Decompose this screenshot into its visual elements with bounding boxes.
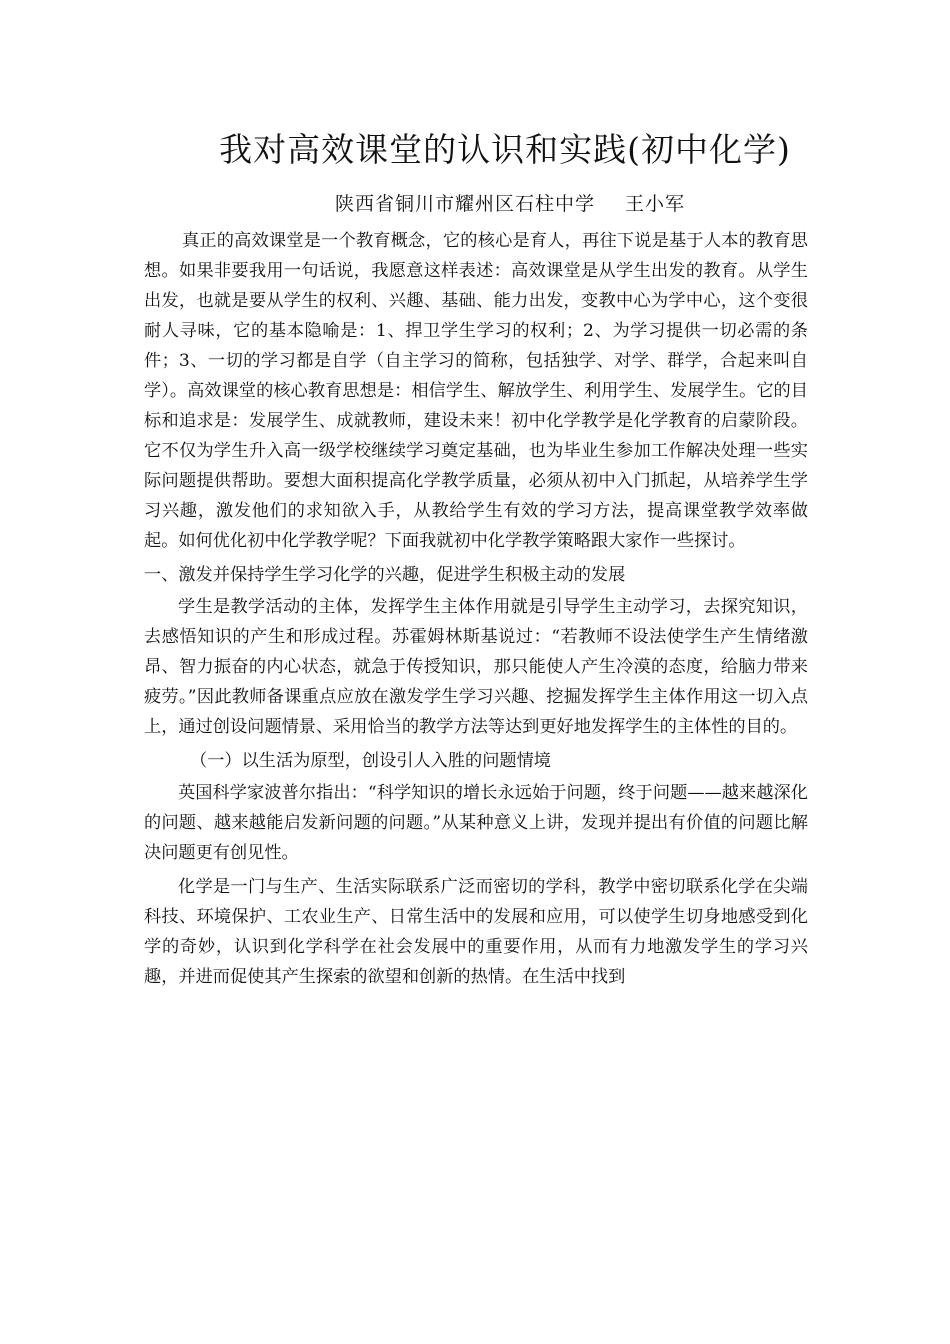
paragraph-intro: 真正的高效课堂是一个教育概念，它的核心是育人，再往下说是基于人本的教育思想。如果非要我用一句话说，我愿意这样表述：高效课堂是从学生出发的教育。从学生出发，也就是要从学生的权利、兴趣、基础、能力出发，变教中心为学中心，这个变很耐人寻味，它的基本隐喻是：1、捍卫学生学习的权利；2、为学习提供一切必需的条件；3、一切的学习都是自学（自主学习的简称，包括独学、对学、群学，合起来叫自学）。高效课堂的核心教育思想是：相信学生、解放学生、利用学生、发展学生。它的目标和追求是：发展学生、成就教师，建设未来！初中化学教学是化学教育的启蒙阶段。它不仅为学生升入高一级学校继续学习奠定基础，也为毕业生参加工作解决处理一些实际问题提供帮助。要想大面积提高化学教学质量，必须从初中入门抓起，从培养学生学习兴趣，激发他们的求知欲入手，从教给学生有效的学习方法，提高课堂教学效率做起。如何优化初中化学教学呢？下面我就初中化学教学策略跟大家作一些探讨。 <box>144 231 808 551</box>
document-title: 我对高效课堂的认识和实践(初中化学) <box>219 130 791 169</box>
document-body <box>144 226 808 994</box>
author-school: 陕西省铜川市耀州区石柱中学 <box>334 193 595 215</box>
author-line <box>0 189 950 219</box>
paragraph-popper-quote: 英国科学家波普尔指出：“科学知识的增长永远始于问题，终于问题——越来越深化的问题、越来越能启发新问题的问题。”从某种意义上讲，发现并提出有价值的问题比解决问题更有创见性。 <box>144 783 808 863</box>
paragraph-student-subject: 学生是教学活动的主体，发挥学生主体作用就是引导学生主动学习，去探究知识，去感悟知识的产生和形成过程。苏霍姆林斯基说过：“若教师不设法使学生产生情绪激昂、智力振奋的内心状态，就急于传授知识，那只能使人产生冷漠的态度，给脑力带来疲劳。”因此教师备课重点应放在激发学生学习兴趣、挖掘发挥学生主体作用这一切入点上，通过创设问题情景、采用恰当的教学方法等达到更好地发挥学生的主体性的目的。 <box>144 597 808 737</box>
section-heading-1: 一、激发并保持学生学习化学的兴趣，促进学生积极主动的发展 <box>144 565 626 585</box>
subsection-heading-1: （一）以生活为原型，创设引人入胜的问题情境 <box>190 751 551 771</box>
author-name: 王小军 <box>625 193 686 215</box>
paragraph-chemistry-life: 化学是一门与生产、生活实际联系广泛而密切的学科，教学中密切联系化学在尖端科技、环境保护、工农业生产、日常生活中的发展和应用，可以使学生切身地感受到化学的奇妙，认识到化学科学在社会发展中的重要作用，从而有力地激发学生的学习兴趣，并进而促使其产生探索的欲望和创新的热情。在生活中找到 <box>144 877 808 987</box>
